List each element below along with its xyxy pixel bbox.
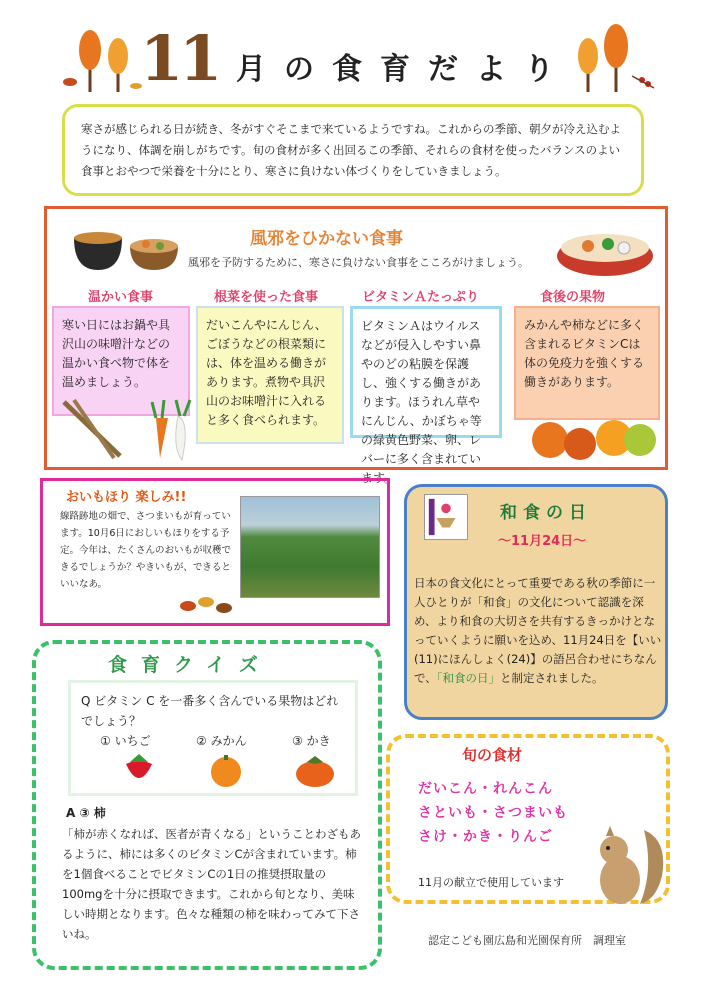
washoku-day-text [414,574,662,688]
footer-credit: 認定こども園広島和光園保育所 調理室 [428,934,626,947]
potato-digging-text: 線路跡地の畑で、さつまいもが育っています。10月6日におしいもほりをする予定。今年は、たくさんのおいもが収穫できるでしょうか？やきいもが、できるといいなあ。 [60,511,232,590]
mandarin-icon [208,752,244,788]
washoku-bowl-icon [424,494,468,540]
card-warm-meal: 寒い日にはお鍋や具沢山の味噌汁などの温かい食べ物で体を温めましょう。 [52,306,190,416]
strawberry-icon [122,752,156,790]
column-head-fruit: 食後の果物 [540,290,606,305]
page-title [140,22,580,95]
autumn-trees-left-icon [56,18,146,96]
carrot-radish-icon [142,398,202,464]
washoku-day-date: ～11月24日～ [498,534,587,549]
quiz-explanation: 「柿が赤くなれば、医者が青くなる」ということわざもあるように、柿には多くのビタミンCが含まれています。柿を1個食べることでビタミンCの1日の推奨摂取量の100mgを十分に摂取できます。これから旬となり、美味しい時期となります。色々な種類の柿を味わってみて下さいね。 [62,827,361,941]
quiz-option-strawberry: ① いちご [100,734,151,748]
card-vitamin-a: ビタミンＡはウイルスなどが侵入しやすい鼻やのどの粘膜を保護し、強くする働きがあります。ほうれん草やにんじん、かぼちゃ等の緑黄色野菜、卵、レバーに多く含まれています。 [350,306,502,438]
washoku-text-emphasis: 「和食の日」 [436,671,501,685]
quiz-answer: A ③ 柿 [66,806,106,820]
seasonal-line: さけ・かき・りんご [418,829,553,845]
food-quiz-title: 食育クイズ [108,654,272,676]
hot-pot-icon [552,216,658,280]
column-head-warm-meal: 温かい食事 [88,290,154,305]
card-root-veg: だいこんやにんじん、ごぼうなどの根菜類には、体を温める働きがあります。煮物や具沢山のお味噌汁に入れると多く食べられます。 [196,306,344,444]
washoku-day-title: 和食の日 [500,503,592,523]
intro-message: 寒さが感じられる日が続き、冬がすぐそこまで来ているようですね。これからの季節、朝夕が冷え込むようになり、体調を崩しがちです。旬の食材が多く出回るこの季節、それらの食材を使ったバランスのよい食事とおやつで栄養を十分にとり、寒さに負けない体づくりをしていきましょう。 [62,104,644,196]
quiz-option-persimmon: ③ かき [292,734,331,748]
seasonal-line: だいこん・れんこん [418,781,553,797]
cold-section-subtitle: 風邪を予防するために、寒さに負けない食事をこころがけましょう。 [188,256,529,269]
persimmon-mandarin-icon [528,408,658,464]
field-photo [240,496,380,598]
burdock-root-icon [58,396,128,462]
column-head-root-veg: 根菜を使った食事 [214,290,319,305]
potato-digging-title: おいもほり 楽しみ!! [66,490,187,505]
miso-soup-icon [70,216,180,276]
squirrel-icon [584,820,668,910]
quiz-question: Q ビタミン C を一番多く含んでいる果物はどれでしょう？ [81,694,339,728]
washoku-text-end: と制定されました。 [500,671,604,685]
seasonal-note: 11月の献立で使用しています [418,876,564,889]
persimmon-icon [294,752,336,788]
washoku-text-main: 日本の食文化にとって重要である秋の季節に一人ひとりが「和食」の文化について認識を深め、より和食の大切さを共有するきっかけとなっていくように願いを込め、11月24日を【いい(11)にほんしょく(24)】の語呂合わせにちなんで、 [414,576,662,685]
seasonal-line: さといも・さつまいも [418,805,568,821]
cold-section-title: 風邪をひかない食事 [250,229,403,249]
title-month: 11 [140,22,219,95]
autumn-leaves-icon [178,590,236,618]
column-head-vitamin-a: ビタミンＡたっぷり [362,290,480,305]
title-text: 月の食育だより [236,52,572,87]
seasonal-ingredients-title: 旬の食材 [462,746,523,764]
quiz-option-mandarin: ② みかん [196,734,247,748]
card-fruit: みかんや柿などに多く含まれるビタミンCは体の免疫力を強くする働きがあります。 [514,306,660,420]
